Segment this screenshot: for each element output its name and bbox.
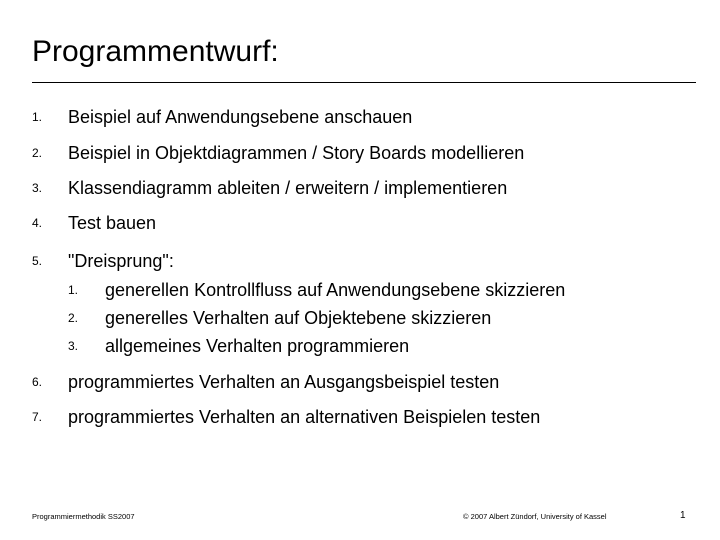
list-item — [0, 247, 720, 275]
page-number: 1 — [680, 510, 686, 521]
list-item — [0, 403, 720, 431]
list-item — [0, 139, 720, 167]
sub-list-item-number: 1. — [68, 283, 79, 297]
list-item-number: 4. — [32, 216, 43, 230]
list-item — [0, 368, 720, 396]
title-divider — [32, 82, 696, 83]
sub-list-item — [0, 332, 720, 360]
list-item-text: "Dreisprung": — [68, 251, 174, 271]
sub-list-item-number: 3. — [68, 339, 79, 353]
sub-list-item-number: 2. — [68, 311, 79, 325]
list-item-number: 7. — [32, 410, 43, 424]
list-item-text: Klassendiagramm ableiten / erweitern / implementieren — [68, 178, 508, 198]
list-item-text: programmiertes Verhalten an Ausgangsbeispiel testen — [68, 372, 500, 392]
sub-list-item-text: generelles Verhalten auf Objektebene skizzieren — [105, 308, 492, 328]
list-item-number: 2. — [32, 146, 43, 160]
slide-title: Programmentwurf: — [32, 35, 279, 68]
sub-list-item-text: allgemeines Verhalten programmieren — [105, 336, 410, 356]
list-item-text: programmiertes Verhalten an alternativen Beispielen testen — [68, 407, 541, 427]
list-item-number: 3. — [32, 181, 43, 195]
list-item-text: Beispiel in Objektdiagrammen / Story Boards modellieren — [68, 143, 525, 163]
sub-list-item — [0, 304, 720, 332]
sub-list-item — [0, 276, 720, 304]
footer-copyright: © 2007 Albert Zündorf, University of Kassel — [463, 512, 607, 521]
list-item — [0, 103, 720, 131]
footer-course: Programmiermethodik SS2007 — [32, 512, 135, 521]
sub-list-item-text: generellen Kontrollfluss auf Anwendungsebene skizzieren — [105, 280, 566, 300]
list-item — [0, 209, 720, 237]
list-item-number: 6. — [32, 375, 43, 389]
list-item-text: Beispiel auf Anwendungsebene anschauen — [68, 107, 413, 127]
list-item-text: Test bauen — [68, 213, 157, 233]
list-item-number: 1. — [32, 110, 43, 124]
list-item-number: 5. — [32, 254, 43, 268]
list-item — [0, 174, 720, 202]
